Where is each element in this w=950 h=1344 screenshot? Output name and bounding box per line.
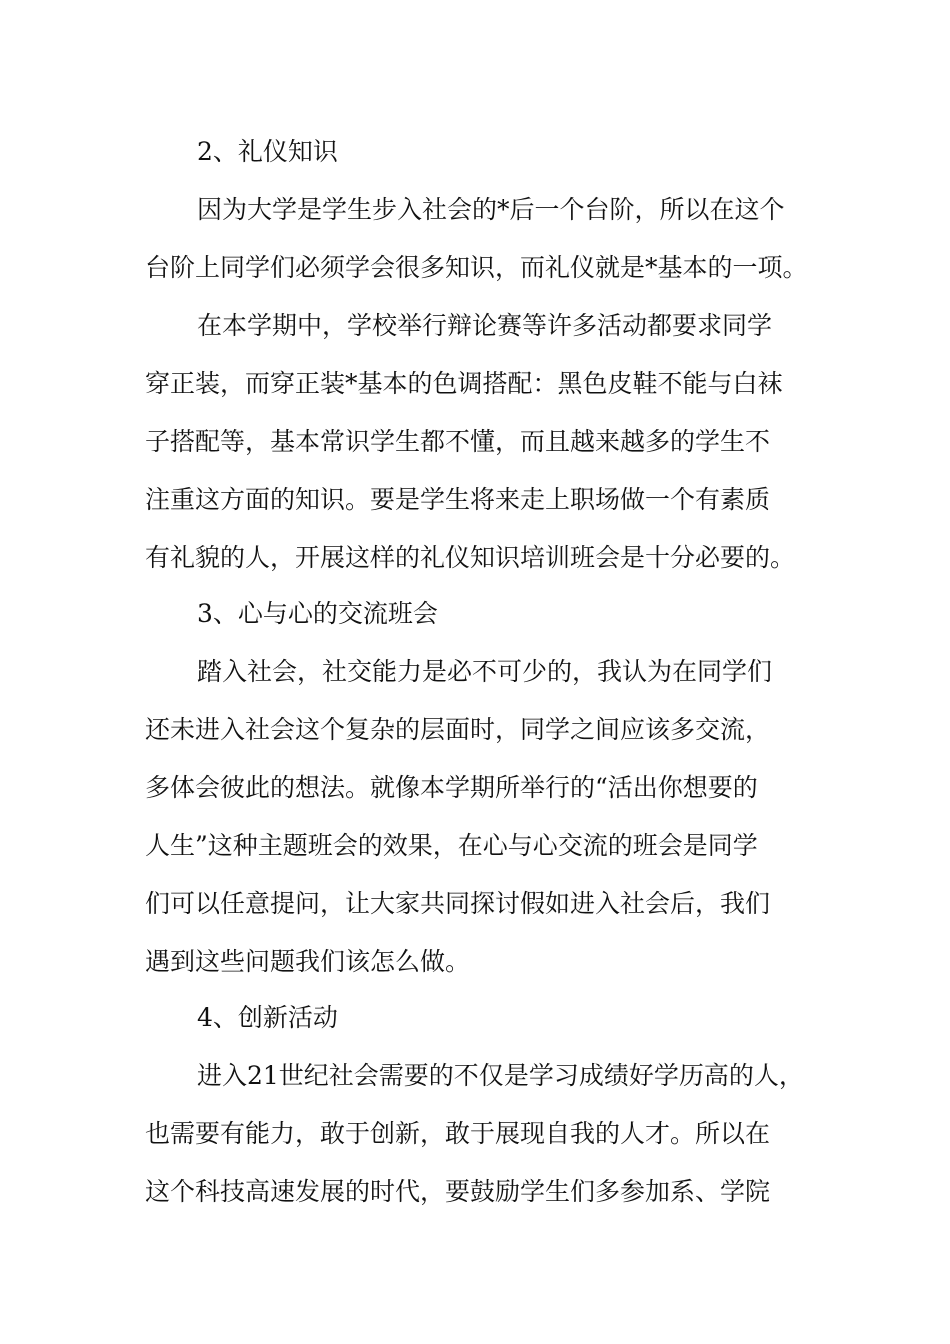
paragraph-line: 穿正装，而穿正装*基本的色调搭配：黑色皮鞋不能与白袜 (145, 369, 783, 398)
paragraph-line: 台阶上同学们必须学会很多知识，而礼仪就是*基本的一项。 (145, 253, 808, 282)
section-heading-innovation: 4、创新活动 (197, 1003, 338, 1032)
paragraph-line: 这个科技高速发展的时代，要鼓励学生们多参加系、学院 (145, 1177, 771, 1206)
paragraph-line: 在本学期中，学校举行辩论赛等许多活动都要求同学 (197, 311, 773, 340)
paragraph-line: 进入21世纪社会需要的不仅是学习成绩好学历高的人， (197, 1061, 804, 1090)
section-heading-communication: 3、心与心的交流班会 (197, 599, 438, 628)
paragraph-line: 子搭配等，基本常识学生都不懂，而且越来越多的学生不 (145, 427, 771, 456)
paragraph-line: 因为大学是学生步入社会的*后一个台阶，所以在这个 (197, 195, 785, 224)
paragraph-line: 注重这方面的知识。要是学生将来走上职场做一个有素质 (145, 485, 771, 514)
paragraph-line: 们可以任意提问，让大家共同探讨假如进入社会后，我们 (145, 889, 771, 918)
paragraph-line: 还未进入社会这个复杂的层面时，同学之间应该多交流， (145, 715, 771, 744)
paragraph-line: 多体会彼此的想法。就像本学期所举行的“活出你想要的 (145, 773, 758, 802)
section-heading-etiquette: 2、礼仪知识 (197, 137, 338, 166)
paragraph-line: 有礼貌的人，开展这样的礼仪知识培训班会是十分必要的。 (145, 543, 796, 572)
paragraph-line: 遇到这些问题我们该怎么做。 (145, 947, 471, 976)
paragraph-line: 人生”这种主题班会的效果，在心与心交流的班会是同学 (145, 831, 758, 860)
paragraph-line: 也需要有能力，敢于创新，敢于展现自我的人才。所以在 (145, 1119, 771, 1148)
paragraph-line: 踏入社会，社交能力是必不可少的，我认为在同学们 (197, 657, 773, 686)
